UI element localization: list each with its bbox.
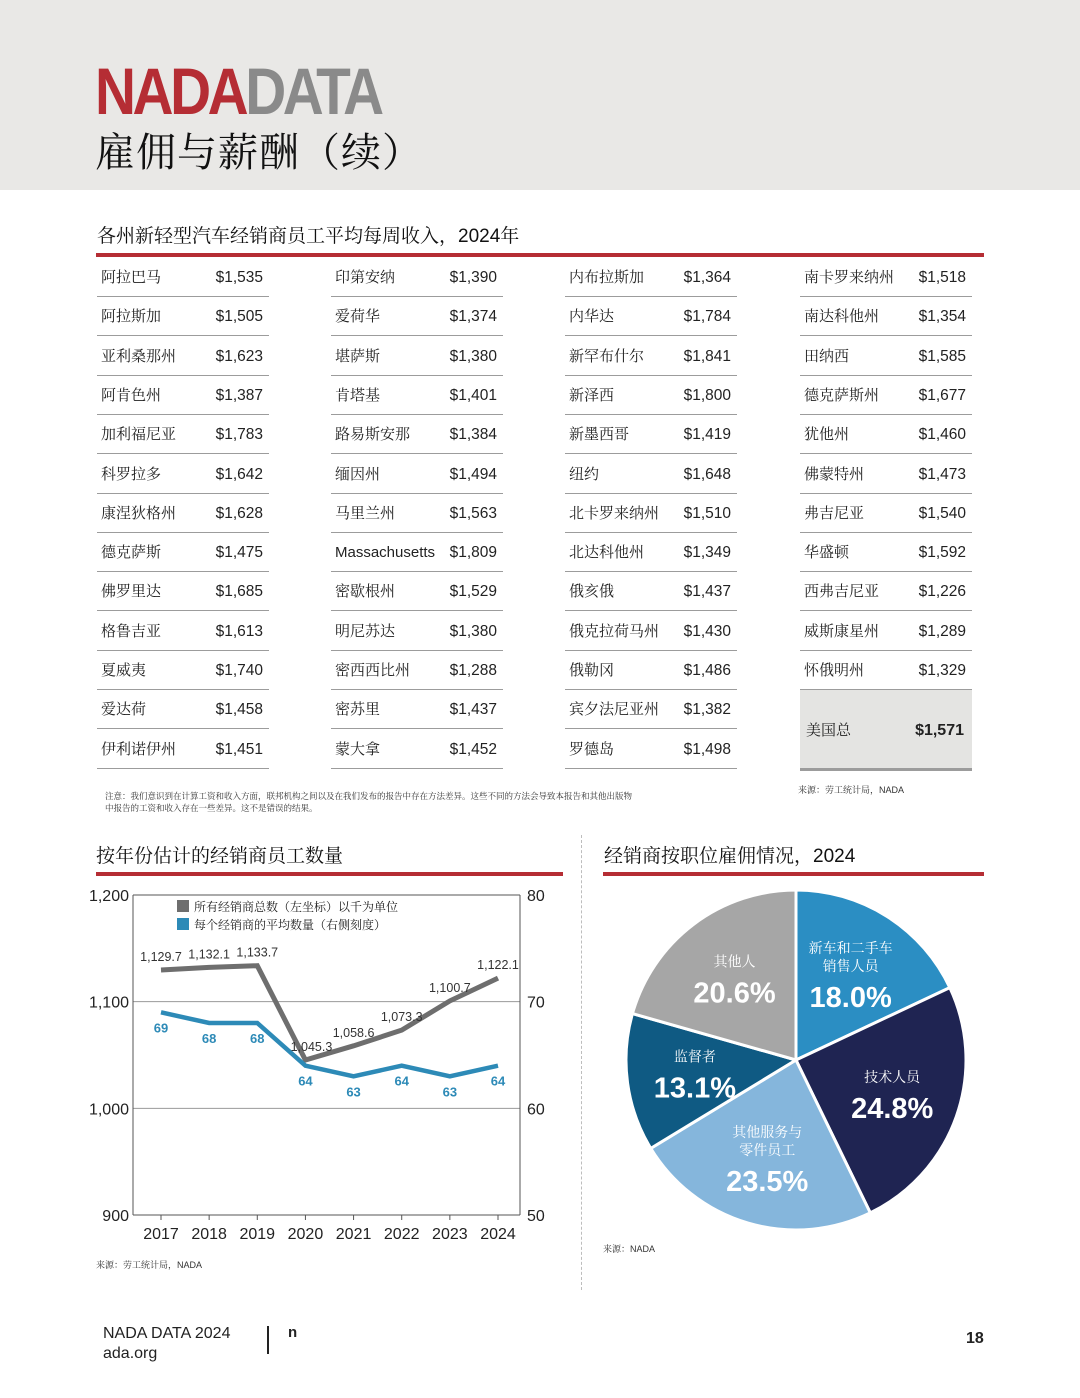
pie-slice-percent: 24.8% bbox=[851, 1092, 934, 1125]
state-name: 新墨西哥 bbox=[569, 426, 630, 444]
state-name: 爱达荷 bbox=[101, 701, 147, 719]
data-label-average: 64 bbox=[394, 1073, 409, 1089]
weekly-earnings-value: $1,648 bbox=[683, 465, 731, 483]
state-name: 密歇根州 bbox=[335, 583, 396, 601]
pie-slice-label: 其他人 bbox=[713, 953, 756, 970]
wage-row bbox=[97, 297, 269, 336]
wage-row bbox=[97, 612, 269, 651]
wage-row bbox=[800, 612, 972, 651]
wage-row bbox=[565, 415, 737, 454]
wage-row bbox=[331, 572, 503, 611]
state-name: 德克萨斯州 bbox=[804, 386, 880, 404]
state-name: 华盛顿 bbox=[804, 544, 850, 562]
wages-title: 各州新轻型汽车经销商员工平均每周收入，2024年 bbox=[97, 226, 520, 247]
pie-slice-label: 新车和二手车销售人员 bbox=[808, 939, 893, 974]
state-name: 德克萨斯 bbox=[101, 544, 162, 562]
state-name: 北卡罗来纳州 bbox=[569, 504, 660, 522]
weekly-earnings-value: $1,585 bbox=[918, 347, 966, 365]
weekly-earnings-value: $1,535 bbox=[215, 269, 263, 286]
state-name: 阿肯色州 bbox=[101, 386, 162, 404]
left-axis-tick-label: 1,000 bbox=[88, 1101, 129, 1119]
wage-row bbox=[97, 337, 269, 376]
weekly-earnings-value: $1,380 bbox=[449, 622, 497, 640]
state-name: 南卡罗来纳州 bbox=[804, 269, 895, 286]
wage-row bbox=[331, 376, 503, 415]
weekly-earnings-value: $1,613 bbox=[215, 622, 263, 640]
wage-row bbox=[565, 297, 737, 336]
data-label-total: 1,129.7 bbox=[140, 949, 182, 964]
wage-row bbox=[331, 533, 503, 572]
state-name: 夏威夷 bbox=[101, 662, 147, 679]
weekly-earnings-value: $1,419 bbox=[683, 426, 731, 444]
pie-slice-label: 技术人员 bbox=[864, 1068, 921, 1085]
wage-row bbox=[800, 455, 972, 494]
wage-row bbox=[97, 533, 269, 572]
us-total-label: 美国总 bbox=[806, 722, 852, 739]
weekly-earnings-value: $1,498 bbox=[683, 740, 731, 758]
weekly-earnings-value: $1,685 bbox=[215, 583, 263, 601]
weekly-earnings-value: $1,642 bbox=[215, 465, 263, 483]
weekly-earnings-value: $1,458 bbox=[215, 701, 263, 719]
footer-n: n bbox=[288, 1324, 298, 1341]
footer-publication bbox=[103, 1324, 230, 1364]
wage-row bbox=[331, 297, 503, 336]
state-name: 纽约 bbox=[569, 465, 600, 483]
page-number: 18 bbox=[966, 1330, 984, 1347]
state-name: 怀俄明州 bbox=[804, 662, 865, 679]
wages-title-rule bbox=[96, 253, 984, 257]
wage-row bbox=[565, 533, 737, 572]
wages-note-line1: 注意：我们意识到在计算工资和收入方面，联邦机构之间以及在我们发布的报告中存在方法差异。这些不同的方法会导致本报告和其他出版物 bbox=[105, 791, 633, 801]
state-name: 俄勒冈 bbox=[569, 662, 615, 679]
x-tick-label: 2017 bbox=[143, 1226, 179, 1243]
wages-note-line2: 中报告的工资和收入存在一些差异。这不是错误的结果。 bbox=[105, 803, 318, 813]
wage-row bbox=[97, 494, 269, 533]
weekly-earnings-value: $1,451 bbox=[215, 740, 263, 758]
state-name: 俄克拉荷马州 bbox=[569, 622, 660, 640]
wage-row bbox=[565, 612, 737, 651]
x-tick-label: 2021 bbox=[335, 1226, 372, 1243]
wage-row bbox=[331, 258, 503, 297]
wage-row bbox=[800, 376, 972, 415]
legend-label-total: 所有经销商总数（左坐标）以千为单位 bbox=[194, 900, 399, 914]
state-name: Massachusetts bbox=[335, 544, 436, 562]
state-name: 康涅狄格州 bbox=[101, 504, 177, 522]
weekly-earnings-value: $1,809 bbox=[449, 544, 497, 562]
state-name: 阿拉斯加 bbox=[101, 308, 162, 326]
wage-row bbox=[331, 455, 503, 494]
state-name: 路易斯安那 bbox=[335, 426, 411, 444]
wage-row bbox=[565, 651, 737, 690]
pie-slice-percent: 18.0% bbox=[809, 981, 892, 1014]
wage-row bbox=[331, 612, 503, 651]
pie-slice-percent: 23.5% bbox=[726, 1165, 809, 1198]
data-label-total: 1,045.3 bbox=[290, 1040, 333, 1055]
data-label-total: 1,132.1 bbox=[188, 947, 231, 962]
wage-row bbox=[565, 376, 737, 415]
wage-row bbox=[800, 651, 972, 690]
state-name: 弗吉尼亚 bbox=[804, 504, 865, 522]
pie-slice-label: 监督者 bbox=[673, 1048, 716, 1065]
wage-row bbox=[565, 730, 737, 769]
us-total-value: $1,571 bbox=[915, 722, 964, 739]
line-chart-title: 按年份估计的经销商员工数量 bbox=[96, 846, 344, 867]
state-name: 俄亥俄 bbox=[569, 583, 615, 601]
state-name: 爱荷华 bbox=[335, 308, 381, 326]
right-axis-tick-label: 50 bbox=[527, 1208, 545, 1225]
wage-row bbox=[97, 415, 269, 454]
wage-row bbox=[800, 533, 972, 572]
x-tick-label: 2022 bbox=[383, 1226, 420, 1243]
weekly-earnings-value: $1,390 bbox=[449, 269, 497, 286]
state-name: 犹他州 bbox=[804, 426, 850, 444]
wage-row bbox=[97, 572, 269, 611]
weekly-earnings-value: $1,387 bbox=[215, 386, 263, 404]
weekly-earnings-value: $1,486 bbox=[683, 662, 731, 679]
line-chart bbox=[80, 880, 560, 1260]
wage-row bbox=[97, 258, 269, 297]
left-axis-tick-label: 900 bbox=[102, 1208, 129, 1225]
wage-row bbox=[331, 651, 503, 690]
state-name: 缅因州 bbox=[335, 465, 381, 483]
x-tick-label: 2020 bbox=[287, 1226, 324, 1243]
weekly-earnings-value: $1,452 bbox=[449, 740, 497, 758]
state-name: 密苏里 bbox=[335, 701, 381, 719]
weekly-earnings-value: $1,364 bbox=[683, 269, 731, 286]
pie-chart bbox=[600, 880, 980, 1240]
state-name: 蒙大拿 bbox=[335, 740, 381, 758]
nada-data-logo bbox=[95, 54, 381, 128]
state-name: 内布拉斯加 bbox=[569, 269, 645, 286]
state-name: 加利福尼亚 bbox=[101, 426, 177, 444]
weekly-earnings-value: $1,628 bbox=[215, 504, 263, 522]
wage-row bbox=[565, 258, 737, 297]
weekly-earnings-value: $1,401 bbox=[449, 386, 497, 404]
wage-row bbox=[800, 297, 972, 336]
wage-row bbox=[97, 376, 269, 415]
wage-row bbox=[800, 258, 972, 297]
data-label-average: 64 bbox=[490, 1073, 506, 1089]
state-name: 伊利诺伊州 bbox=[101, 740, 177, 758]
data-label-average: 64 bbox=[298, 1073, 313, 1089]
right-axis-tick-label: 80 bbox=[527, 888, 545, 905]
state-name: 阿拉巴马 bbox=[101, 269, 162, 286]
wage-row bbox=[800, 572, 972, 611]
wage-row bbox=[331, 690, 503, 729]
wage-row bbox=[331, 494, 503, 533]
weekly-earnings-value: $1,226 bbox=[918, 583, 966, 601]
weekly-earnings-value: $1,380 bbox=[449, 347, 497, 365]
page-title: 雇佣与薪酬（续） bbox=[95, 131, 423, 175]
state-name: 南达科他州 bbox=[804, 308, 880, 326]
state-name: 佛蒙特州 bbox=[804, 465, 865, 483]
weekly-earnings-value: $1,329 bbox=[918, 662, 966, 679]
x-tick-label: 2019 bbox=[239, 1226, 276, 1243]
data-label-average: 63 bbox=[442, 1084, 458, 1100]
footer-separator bbox=[267, 1326, 269, 1354]
x-tick-label: 2018 bbox=[191, 1226, 227, 1243]
weekly-earnings-value: $1,677 bbox=[918, 386, 966, 404]
line-chart-title-rule bbox=[96, 872, 563, 876]
right-axis-tick-label: 70 bbox=[527, 994, 545, 1012]
state-name: 威斯康星州 bbox=[804, 622, 880, 640]
left-axis-tick-label: 1,100 bbox=[88, 994, 129, 1012]
footer-line2: ada.org bbox=[103, 1345, 158, 1362]
weekly-earnings-value: $1,518 bbox=[918, 269, 966, 286]
wage-row bbox=[97, 455, 269, 494]
data-label-total: 1,122.1 bbox=[477, 958, 519, 973]
weekly-earnings-value: $1,374 bbox=[449, 308, 497, 326]
x-tick-label: 2024 bbox=[480, 1226, 516, 1243]
data-label-total: 1,133.7 bbox=[236, 945, 279, 960]
pie-chart-source: 来源：NADA bbox=[603, 1244, 656, 1254]
weekly-earnings-value: $1,592 bbox=[918, 544, 966, 562]
state-name: 新罕布什尔 bbox=[569, 347, 645, 365]
weekly-earnings-value: $1,475 bbox=[215, 544, 263, 562]
weekly-earnings-value: $1,289 bbox=[918, 622, 966, 640]
weekly-earnings-value: $1,505 bbox=[215, 308, 263, 326]
x-tick-label: 2023 bbox=[432, 1226, 468, 1243]
legend-swatch-total bbox=[177, 900, 189, 912]
left-axis-tick-label: 1,200 bbox=[88, 888, 129, 905]
wage-row bbox=[565, 572, 737, 611]
weekly-earnings-value: $1,800 bbox=[683, 386, 731, 404]
logo-data: DATA bbox=[245, 54, 381, 128]
wage-row bbox=[97, 690, 269, 729]
state-name: 罗德岛 bbox=[569, 740, 615, 758]
weekly-earnings-value: $1,430 bbox=[683, 622, 731, 640]
right-axis-tick-label: 60 bbox=[527, 1101, 545, 1119]
pie-slice-percent: 20.6% bbox=[693, 977, 776, 1010]
weekly-earnings-value: $1,473 bbox=[918, 465, 966, 483]
weekly-earnings-value: $1,510 bbox=[683, 504, 731, 522]
weekly-earnings-value: $1,740 bbox=[215, 662, 263, 679]
weekly-earnings-value: $1,437 bbox=[683, 583, 731, 601]
state-name: 宾夕法尼亚州 bbox=[569, 701, 660, 719]
state-name: 密西西比州 bbox=[335, 662, 411, 679]
footer-line1: NADA DATA 2024 bbox=[103, 1325, 231, 1342]
data-label-average: 63 bbox=[346, 1084, 361, 1100]
weekly-earnings-value: $1,382 bbox=[683, 701, 731, 719]
section-divider bbox=[581, 835, 582, 1290]
weekly-earnings-value: $1,529 bbox=[449, 583, 497, 601]
data-label-average: 69 bbox=[153, 1020, 169, 1036]
data-label-total: 1,073.3 bbox=[380, 1010, 423, 1025]
weekly-earnings-value: $1,841 bbox=[683, 347, 731, 365]
data-label-average: 68 bbox=[250, 1031, 265, 1046]
weekly-earnings-value: $1,288 bbox=[449, 662, 497, 679]
wage-row bbox=[331, 730, 503, 769]
weekly-earnings-value: $1,354 bbox=[918, 308, 966, 326]
weekly-earnings-value: $1,384 bbox=[449, 426, 497, 444]
wage-row bbox=[331, 415, 503, 454]
wage-row bbox=[565, 494, 737, 533]
state-name: 马里兰州 bbox=[335, 504, 396, 522]
logo-nada: NADA bbox=[95, 54, 246, 128]
wage-row bbox=[565, 690, 737, 729]
weekly-earnings-value: $1,563 bbox=[449, 504, 497, 522]
legend-swatch-average bbox=[177, 918, 189, 930]
weekly-earnings-value: $1,623 bbox=[215, 347, 263, 365]
wage-row bbox=[800, 415, 972, 454]
data-label-average: 68 bbox=[201, 1031, 217, 1046]
state-name: 田纳西 bbox=[804, 347, 850, 365]
state-name: 科罗拉多 bbox=[101, 465, 162, 483]
line-chart-source: 来源：劳工统计局，NADA bbox=[96, 1260, 203, 1270]
weekly-earnings-value: $1,349 bbox=[683, 544, 731, 562]
pie-slice-percent: 13.1% bbox=[653, 1072, 737, 1105]
weekly-earnings-value: $1,784 bbox=[683, 308, 731, 326]
pie-slice-label: 其他服务与零件员工 bbox=[732, 1123, 803, 1158]
wage-row bbox=[800, 337, 972, 376]
pie-chart-title-rule bbox=[603, 872, 984, 876]
state-name: 新泽西 bbox=[569, 386, 615, 404]
state-name: 内华达 bbox=[569, 308, 615, 326]
weekly-earnings-value: $1,494 bbox=[449, 465, 497, 483]
wages-source: 来源：劳工统计局，NADA bbox=[798, 785, 905, 795]
pie-chart-title: 经销商按职位雇佣情况，2024 bbox=[604, 846, 856, 867]
state-name: 佛罗里达 bbox=[101, 583, 162, 601]
legend-label-average: 每个经销商的平均数量（右侧刻度） bbox=[194, 918, 387, 932]
weekly-earnings-value: $1,540 bbox=[918, 504, 966, 522]
state-name: 格鲁吉亚 bbox=[101, 622, 162, 640]
weekly-earnings-value: $1,783 bbox=[215, 426, 263, 444]
weekly-earnings-value: $1,437 bbox=[449, 701, 497, 719]
wage-row bbox=[97, 651, 269, 690]
state-name: 明尼苏达 bbox=[335, 622, 396, 640]
wage-row bbox=[97, 730, 269, 769]
wage-row bbox=[565, 337, 737, 376]
wage-row bbox=[565, 455, 737, 494]
state-name: 肯塔基 bbox=[335, 386, 381, 404]
wage-row bbox=[331, 337, 503, 376]
state-name: 印第安纳 bbox=[335, 269, 396, 286]
state-name: 堪萨斯 bbox=[335, 347, 381, 365]
state-name: 亚利桑那州 bbox=[101, 347, 177, 365]
data-label-total: 1,100.7 bbox=[428, 980, 471, 995]
state-name: 北达科他州 bbox=[569, 544, 645, 562]
state-name: 西弗吉尼亚 bbox=[804, 583, 880, 601]
us-total-cell bbox=[800, 690, 972, 771]
wage-row bbox=[800, 494, 972, 533]
weekly-earnings-value: $1,460 bbox=[918, 426, 966, 444]
data-label-total: 1,058.6 bbox=[332, 1025, 375, 1040]
